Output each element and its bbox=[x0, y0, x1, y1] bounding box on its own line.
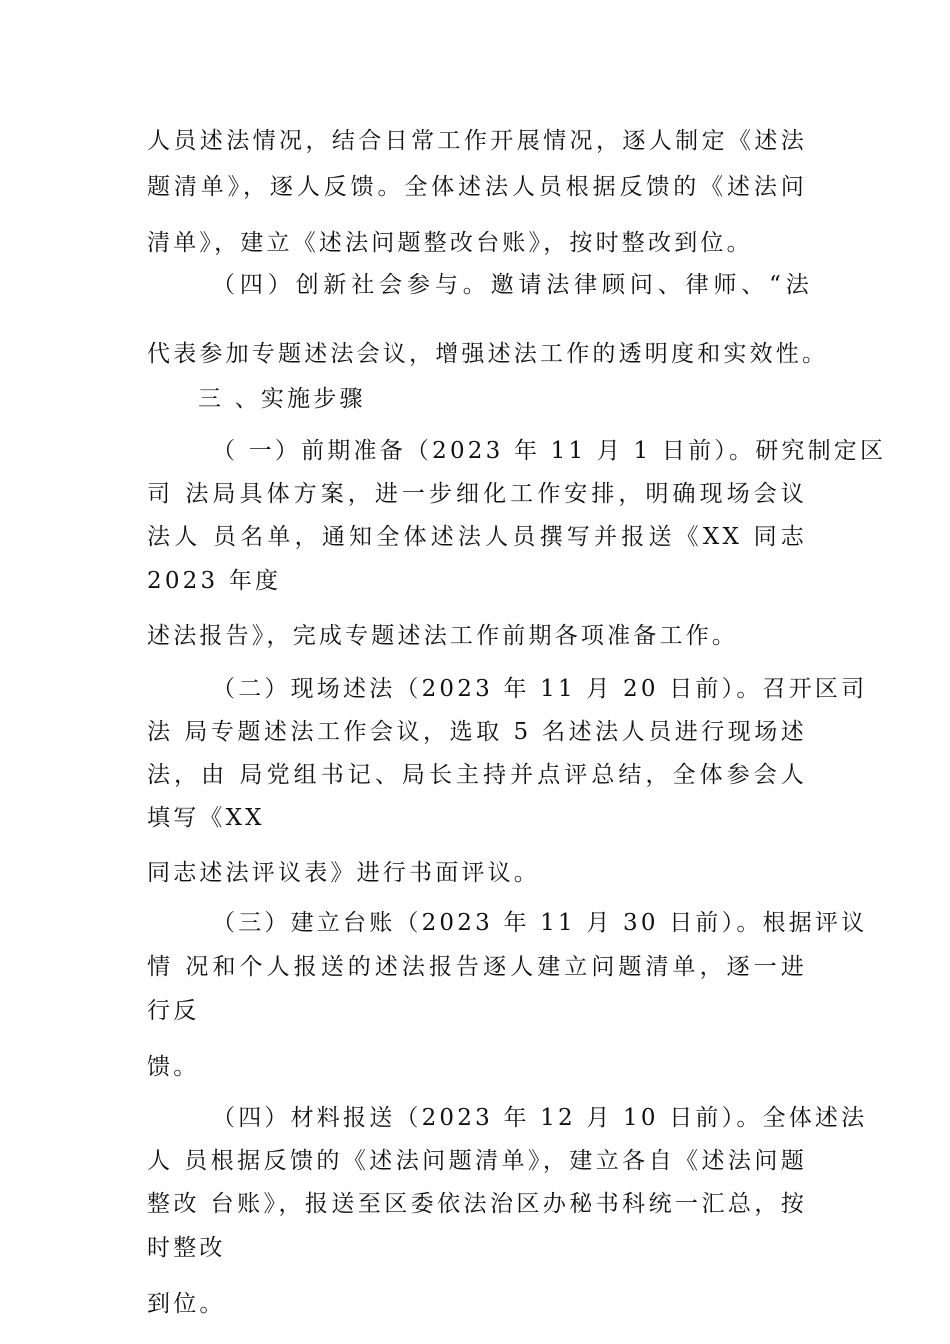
paragraph-line: 情 况和个人报送的述法报告逐人建立问题清单，逐一进 bbox=[147, 954, 807, 980]
paragraph-line: 人员述法情况，结合日常工作开展情况，逐人制定《述法 bbox=[147, 128, 807, 154]
paragraph-line: 到位。 bbox=[147, 1291, 226, 1317]
paragraph-line: 人 员根据反馈的《述法问题清单》，建立各自《述法问题 bbox=[147, 1148, 807, 1174]
paragraph-line: 题清单》，逐人反馈。全体述法人员根据反馈的《述法问 bbox=[147, 174, 807, 200]
paragraph-line: （四）创新社会参与。邀请法律顾问、律师、“法 bbox=[212, 272, 812, 298]
paragraph-line: 整改 台账》，报送至区委依法治区办秘书科统一汇总，按 bbox=[147, 1191, 807, 1217]
paragraph-line: 时整改 bbox=[147, 1235, 226, 1261]
paragraph-line: 行反 bbox=[147, 998, 200, 1024]
paragraph-line: （ 一）前期准备（2023 年 11 月 1 日前）。研究制定区 bbox=[212, 438, 887, 464]
paragraph-line: 填写《XX bbox=[147, 805, 265, 831]
section-heading: 三 、实施步骤 bbox=[198, 386, 366, 412]
paragraph-line: 馈。 bbox=[147, 1054, 200, 1080]
paragraph-line: 清单》，建立《述法问题整改台账》，按时整改到位。 bbox=[147, 230, 753, 256]
paragraph-line: 司 法局具体方案，进一步细化工作安排，明确现场会议 bbox=[147, 481, 807, 507]
paragraph-line: （三）建立台账（2023 年 11 月 30 日前）。根据评议 bbox=[212, 910, 868, 936]
paragraph-line: 2023 年度 bbox=[147, 568, 282, 594]
paragraph-line: （二）现场述法（2023 年 11 月 20 日前）。召开区司 bbox=[212, 676, 868, 702]
paragraph-line: 同志述法评议表》进行书面评议。 bbox=[147, 860, 540, 886]
paragraph-line: （四）材料报送（2023 年 12 月 10 日前）。全体述法 bbox=[212, 1105, 868, 1131]
paragraph-line: 法人 员名单，通知全体述法人员撰写并报送《XX 同志 bbox=[147, 524, 807, 550]
paragraph-line: 法，由 局党组书记、局长主持并点评总结，全体参会人 bbox=[147, 762, 807, 788]
paragraph-line: 述法报告》，完成专题述法工作前期各项准备工作。 bbox=[147, 623, 739, 649]
paragraph-line: 法 局专题述法工作会议，选取 5 名述法人员进行现场述 bbox=[147, 719, 807, 745]
paragraph-line: 代表参加专题述法会议，增强述法工作的透明度和实效性。 bbox=[147, 341, 829, 367]
